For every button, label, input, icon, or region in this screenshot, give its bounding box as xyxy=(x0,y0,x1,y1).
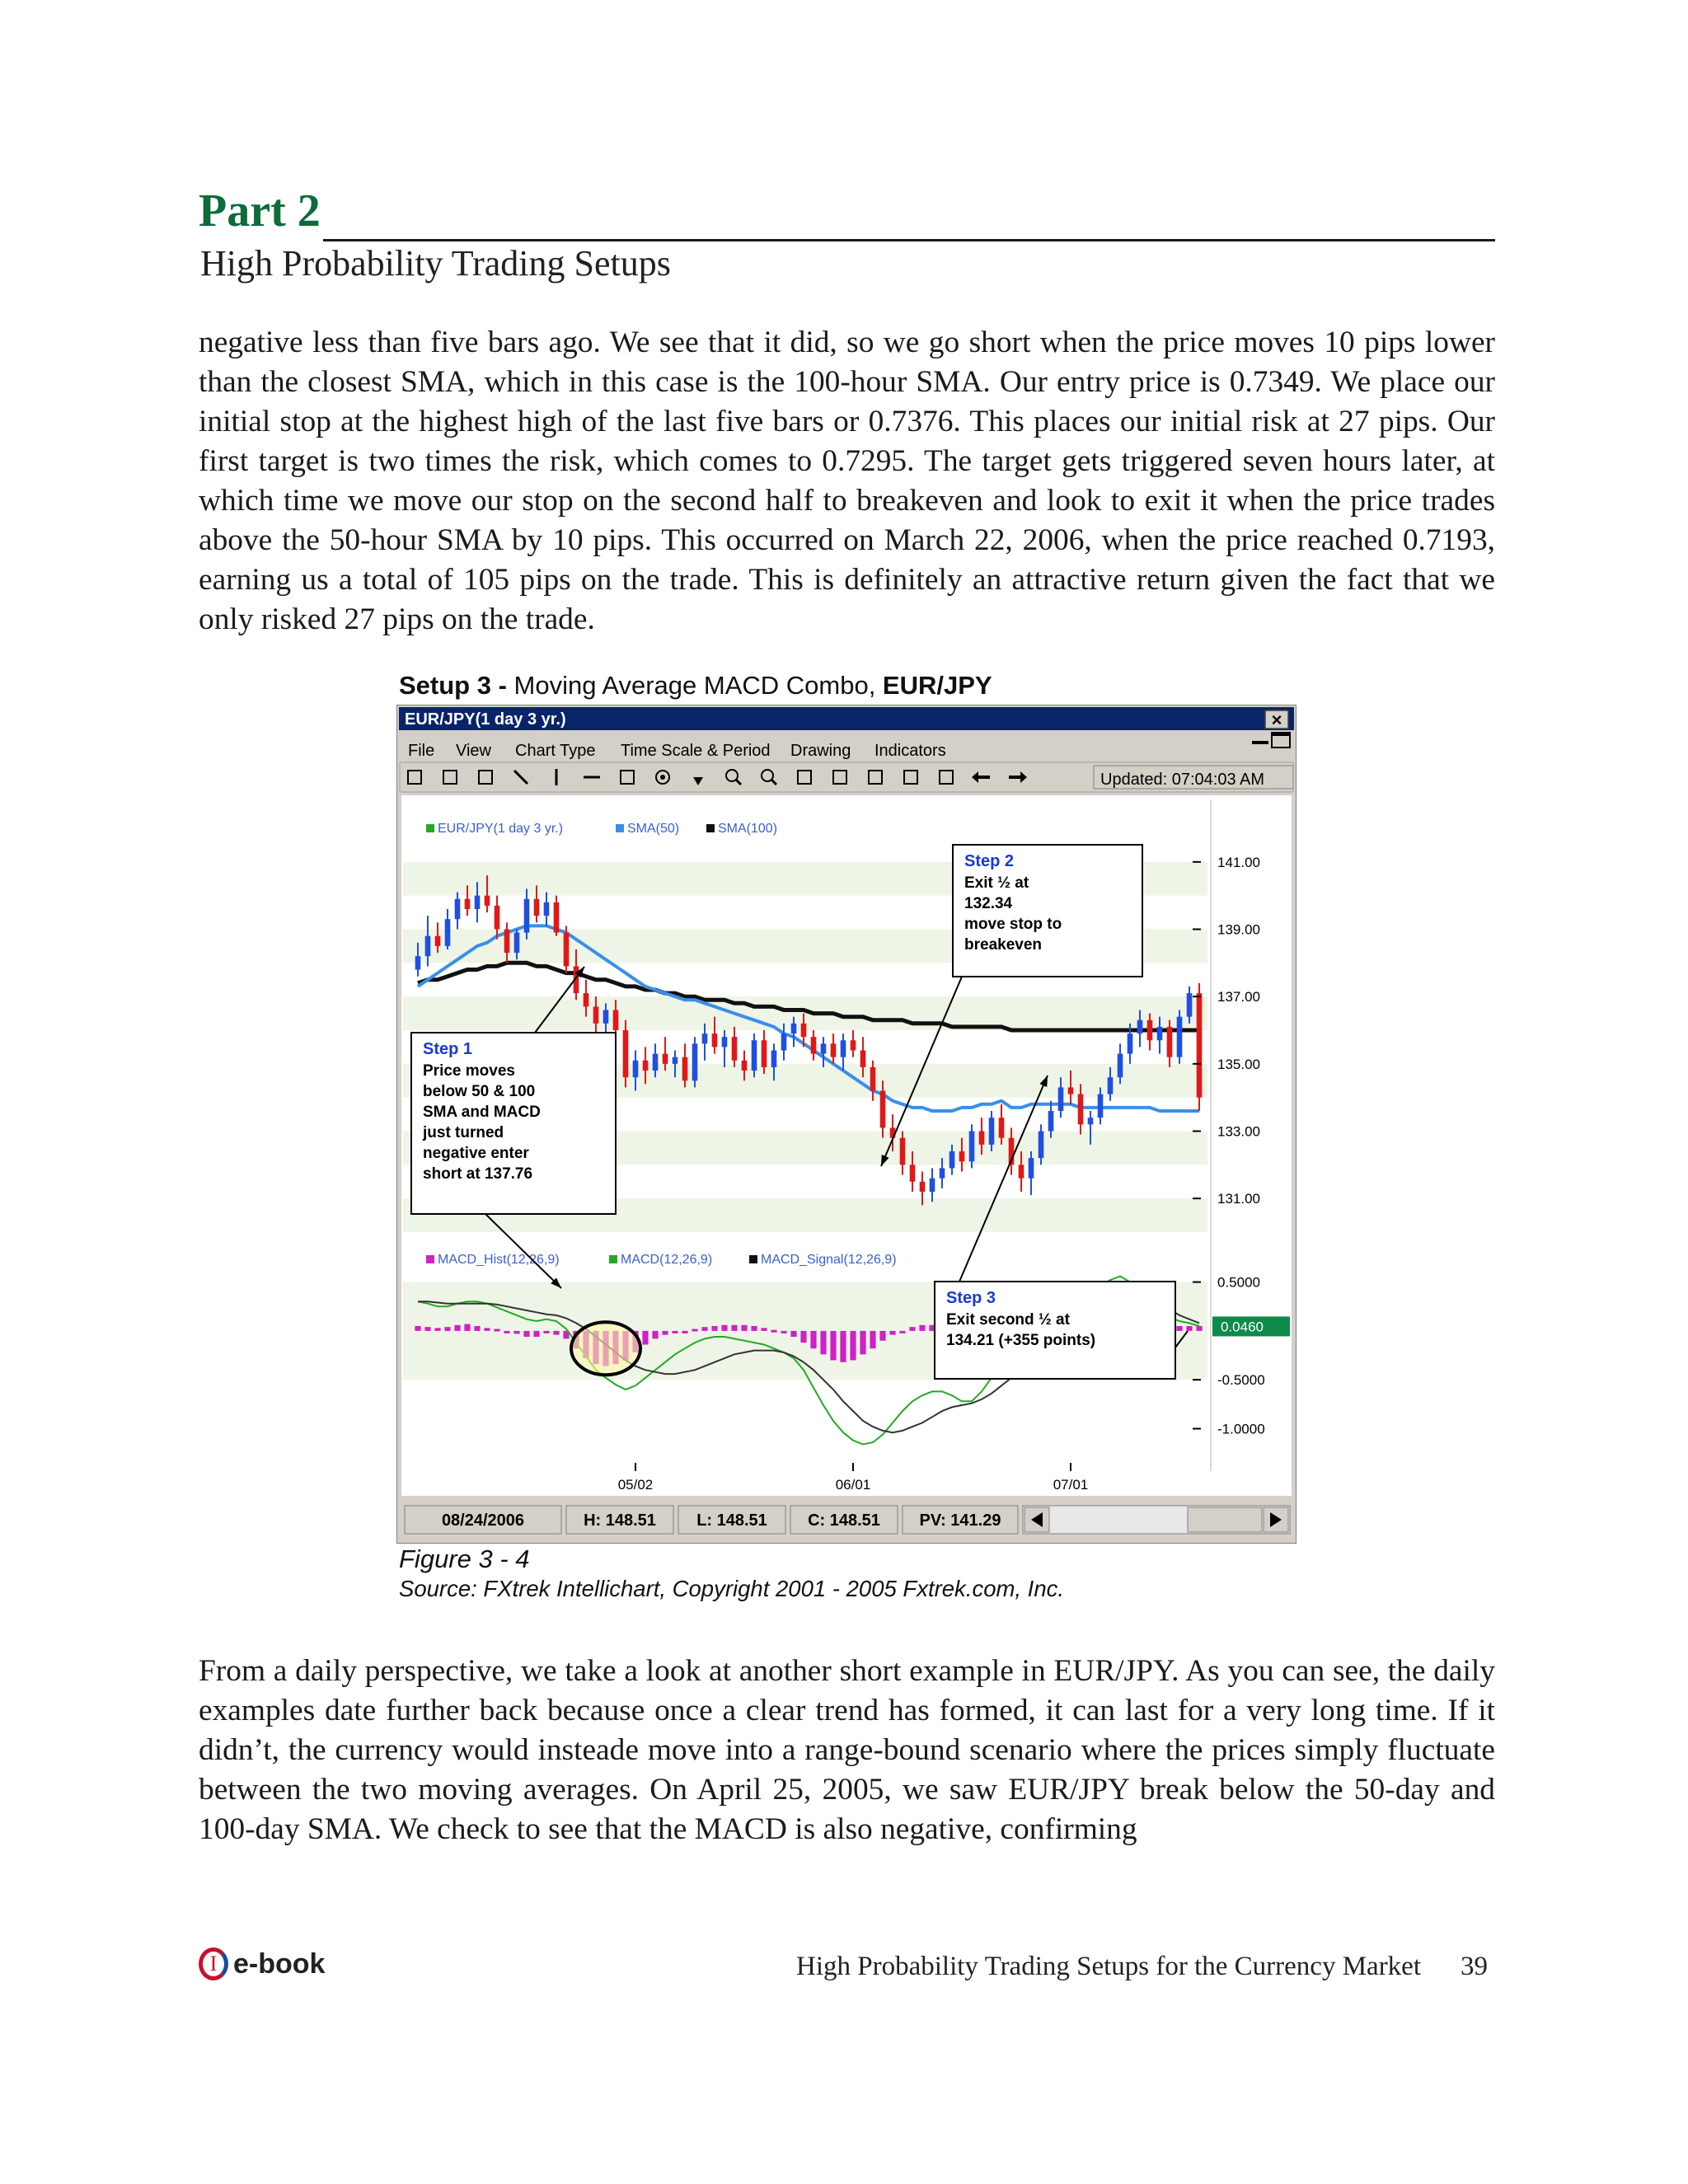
candle-body xyxy=(1187,993,1193,1017)
annotation-line: below 50 & 100 xyxy=(423,1083,536,1100)
macd-hist-bar xyxy=(444,1327,450,1331)
candle-body xyxy=(485,896,490,906)
menu-item-chart-type[interactable]: Chart Type xyxy=(515,742,596,760)
price-tick-label: 133.00 xyxy=(1217,1123,1260,1140)
icon-shape xyxy=(660,775,665,780)
macd-hist-bar xyxy=(761,1328,767,1331)
candle-body xyxy=(1039,1132,1044,1159)
macd-hist-bar xyxy=(513,1331,519,1334)
candle-body xyxy=(930,1179,935,1192)
annotation-step-3 xyxy=(935,1282,1175,1379)
candle-body xyxy=(1088,1118,1094,1124)
menu-item-view[interactable]: View xyxy=(456,742,491,760)
price-tick-label: 139.00 xyxy=(1217,921,1260,938)
macd-hist-bar xyxy=(415,1326,420,1331)
candle-body xyxy=(791,1024,797,1033)
footer-title: High Probability Trading Setups for the Currency Market xyxy=(796,1952,1422,1981)
macd-legend xyxy=(426,1253,897,1267)
legend-swatch xyxy=(609,1255,617,1263)
status-date: 08/24/2006 xyxy=(441,1511,525,1530)
macd-hist-bar xyxy=(731,1325,737,1331)
candle-body xyxy=(534,899,540,916)
candle-body xyxy=(633,1061,639,1077)
macd-hist-bar xyxy=(494,1329,499,1332)
caption-pair: EUR/JPY xyxy=(882,671,992,700)
candle-body xyxy=(1019,1165,1025,1178)
macd-hist-bar xyxy=(504,1331,509,1333)
candle-body xyxy=(504,930,510,954)
macd-hist-bar xyxy=(701,1327,707,1331)
status-low: L: 148.51 xyxy=(696,1511,767,1530)
scrollbar[interactable] xyxy=(1023,1506,1290,1534)
candle-body xyxy=(692,1043,698,1080)
window-title: EUR/JPY(1 day 3 yr.) xyxy=(405,710,566,729)
candle-body xyxy=(435,936,441,946)
candle-body xyxy=(950,1151,955,1168)
macd-hist-bar xyxy=(899,1331,905,1333)
macd-hist-bar xyxy=(879,1331,885,1341)
legend-swatch xyxy=(749,1255,757,1263)
candle-body xyxy=(554,902,560,933)
candle-body xyxy=(742,1061,748,1071)
logo-text: e-book xyxy=(233,1947,326,1980)
macd-hist-bar xyxy=(790,1331,796,1337)
grid-band xyxy=(403,1380,1207,1428)
candle-body xyxy=(1177,1017,1183,1057)
crossover-highlight xyxy=(571,1322,640,1375)
macd-hist-bar xyxy=(1186,1326,1192,1331)
menu-item-indicators[interactable]: Indicators xyxy=(874,742,946,760)
candle-body xyxy=(841,1040,846,1057)
annotation-line: breakeven xyxy=(964,936,1043,954)
macd-hist-bar xyxy=(751,1326,757,1331)
annotation-title: Step 3 xyxy=(946,1289,996,1307)
price-tick-label: 135.00 xyxy=(1217,1056,1260,1072)
candle-body xyxy=(1128,1033,1133,1054)
minimize-icon[interactable] xyxy=(1252,741,1268,744)
annotation-line: Price moves xyxy=(423,1062,515,1080)
macd-hist-bar xyxy=(800,1331,806,1343)
candle-body xyxy=(1137,1020,1143,1033)
body-paragraph-1: negative less than five bars ago. We see that it did, so we go short when the price moves 10 pips lower than the closest SMA, which in this case is the 100-hour SMA. Our entry price is 0.7349. We place our initial stop at the highest high of the last five bars or 0.7376. This places our initial risk at 27 pips. Our first target is two times the risk, which comes to 0.7295. The target gets triggered seven hours later, at which time we move our stop on the second half to breakeven and look to exit it when the price trades above the 50-hour SMA by 10 pips. This occurred on March 22, 2006, when the price reached 0.7193, earning us a total of 105 pips on the trade. This is definitely an attractive return given the fact that we only risked 27 pips on the trade. xyxy=(199,326,1495,636)
status-close: C: 148.51 xyxy=(808,1511,880,1530)
candle-body xyxy=(999,1118,1005,1138)
candle-body xyxy=(781,1033,787,1050)
candle-body xyxy=(880,1091,886,1128)
candle-body xyxy=(1048,1111,1054,1132)
candle-body xyxy=(831,1043,837,1057)
macd-hist-bar xyxy=(889,1331,895,1335)
close-button[interactable] xyxy=(1265,710,1288,730)
heading-rule xyxy=(323,239,1495,241)
macd-hist-bar xyxy=(434,1328,440,1331)
macd-hist-bar xyxy=(850,1331,856,1361)
candle-body xyxy=(584,993,589,1006)
caption-setup: Setup 3 - xyxy=(399,671,507,700)
macd-hist-bar xyxy=(652,1331,658,1338)
macd-hist-bar xyxy=(820,1331,826,1354)
legend-label: SMA(100) xyxy=(718,822,778,836)
updated-time: Updated: 07:04:03 AM xyxy=(1100,771,1265,789)
x-tick-label: 07/01 xyxy=(1053,1477,1089,1493)
legend-label: SMA(50) xyxy=(627,822,680,836)
candle-body xyxy=(495,906,500,930)
candle-body xyxy=(762,1040,767,1067)
candle-body xyxy=(1118,1054,1123,1078)
ebook-logo xyxy=(199,1945,325,1983)
candle-body xyxy=(623,1030,629,1077)
candle-body xyxy=(682,1057,688,1081)
macd-hist-bar xyxy=(840,1331,846,1362)
macd-hist-bar xyxy=(454,1325,460,1331)
candle-body xyxy=(465,899,471,909)
logo-mark: I xyxy=(199,1947,228,1980)
macd-hist-bar xyxy=(474,1326,480,1331)
annotation-line: 134.21 (+355 points) xyxy=(946,1332,1096,1349)
annotation-line: negative enter xyxy=(423,1145,529,1162)
candle-body xyxy=(910,1165,916,1181)
candle-body xyxy=(544,902,550,916)
x-tick-label: 05/02 xyxy=(617,1477,654,1493)
candle-body xyxy=(959,1151,965,1161)
annotation-title: Step 1 xyxy=(423,1040,473,1058)
macd-hist-bar xyxy=(1176,1326,1182,1331)
annotation-step-1 xyxy=(411,1033,616,1214)
macd-hist-bar xyxy=(721,1325,727,1331)
candle-body xyxy=(801,1024,807,1037)
macd-hist-bar xyxy=(543,1331,549,1333)
price-tick-label: 137.00 xyxy=(1217,989,1260,1005)
macd-hist-bar xyxy=(741,1325,747,1331)
candle-body xyxy=(1098,1094,1104,1118)
close-icon: × xyxy=(1271,710,1282,730)
macd-hist-bar xyxy=(464,1324,470,1331)
menu-item-time-scale-period[interactable]: Time Scale & Period xyxy=(621,742,771,760)
legend-swatch xyxy=(616,824,624,832)
macd-hist-bar xyxy=(424,1327,430,1331)
candle-body xyxy=(613,1010,619,1031)
candle-body xyxy=(722,1037,728,1047)
candle-body xyxy=(1197,993,1203,1098)
candle-body xyxy=(593,1006,599,1023)
page-number: 39 xyxy=(1461,1952,1488,1981)
legend-label: MACD_Hist(12,26,9) xyxy=(438,1253,560,1267)
candle-body xyxy=(900,1138,906,1165)
candle-body xyxy=(663,1054,668,1064)
scroll-thumb[interactable] xyxy=(1188,1507,1262,1532)
macd-hist-bar xyxy=(771,1330,776,1333)
candle-body xyxy=(1078,1094,1084,1125)
macd-current-value: 0.0460 xyxy=(1221,1319,1264,1335)
legend-label: MACD(12,26,9) xyxy=(621,1253,713,1267)
macd-hist-bar xyxy=(672,1331,678,1333)
macd-hist-bar xyxy=(484,1328,490,1331)
candle-body xyxy=(979,1132,985,1145)
macd-hist-bar xyxy=(692,1329,697,1332)
macd-hist-bar xyxy=(533,1331,539,1337)
candle-body xyxy=(1058,1087,1064,1111)
macd-hist-bar xyxy=(810,1331,816,1348)
candle-body xyxy=(514,933,520,954)
candle-body xyxy=(425,936,431,957)
part-heading: Part 2 xyxy=(199,185,321,237)
macd-hist-bar xyxy=(909,1327,915,1331)
candle-body xyxy=(455,899,461,920)
figure-source: Source: FXtrek Intellichart, Copyright 2001 - 2005 Fxtrek.com, Inc. xyxy=(399,1576,1065,1601)
annotation-line: move stop to xyxy=(964,916,1062,933)
annotation-box xyxy=(411,1033,616,1214)
caption-title: Moving Average MACD Combo, xyxy=(506,671,883,700)
macd-hist-bar xyxy=(523,1331,529,1337)
candle-body xyxy=(653,1054,659,1071)
candle-body xyxy=(1167,1027,1173,1057)
legend-swatch xyxy=(426,824,434,832)
candle-body xyxy=(475,896,481,909)
candle-body xyxy=(969,1132,975,1162)
macd-tick-label: -0.5000 xyxy=(1217,1372,1265,1389)
chart-window xyxy=(396,705,1296,1544)
annotation-step-2 xyxy=(953,845,1142,977)
macd-hist-bar xyxy=(860,1331,865,1354)
macd-hist-bar xyxy=(919,1325,925,1331)
x-tick-label: 06/01 xyxy=(835,1477,871,1493)
candle-body xyxy=(851,1040,856,1050)
macd-hist-bar xyxy=(830,1331,836,1361)
candle-body xyxy=(603,1010,609,1024)
legend-swatch xyxy=(706,824,715,832)
legend-label: MACD_Signal(12,26,9) xyxy=(761,1253,897,1267)
annotation-line: Exit second ½ at xyxy=(946,1311,1070,1329)
candle-body xyxy=(524,899,530,933)
figure-label: Figure 3 - 4 xyxy=(399,1544,530,1573)
annotation-line: SMA and MACD xyxy=(423,1104,541,1121)
candle-body xyxy=(702,1033,708,1043)
macd-tick-label: 0.5000 xyxy=(1217,1274,1260,1291)
figure-caption xyxy=(399,671,992,701)
macd-hist-bar xyxy=(1196,1326,1202,1331)
candle-body xyxy=(564,933,570,967)
candle-body xyxy=(673,1057,678,1064)
annotation-line: Exit ½ at xyxy=(964,874,1029,892)
body-paragraph-2: From a daily perspective, we take a look at another short example in EUR/JPY. As you can see, the daily examples date further back because once a clear trend has formed, it can last for a very long time. If it didn’t, the currency would insteade move into a range-bound scenario where the prices simply fluctuate between the two moving averages. On April 25, 2005, we saw EUR/JPY break below the 50-day and 100-day SMA. We check to see that the MACD is also negative, confirming xyxy=(199,1654,1495,1846)
macd-hist-bar xyxy=(781,1331,786,1333)
menu-item-drawing[interactable]: Drawing xyxy=(790,742,851,760)
candle-body xyxy=(940,1168,945,1178)
menu-item-file[interactable]: File xyxy=(408,742,435,760)
candle-body xyxy=(771,1051,777,1067)
candle-body xyxy=(821,1043,827,1053)
candle-body xyxy=(860,1051,866,1067)
candle-body xyxy=(1029,1158,1034,1179)
candle-body xyxy=(415,956,421,969)
candle-body xyxy=(920,1182,926,1192)
candle-body xyxy=(752,1040,757,1071)
candle-body xyxy=(1108,1077,1114,1094)
legend-label: EUR/JPY(1 day 3 yr.) xyxy=(438,822,564,836)
status-high: H: 148.51 xyxy=(584,1511,656,1530)
macd-hist-bar xyxy=(553,1331,559,1335)
status-bar xyxy=(400,1498,1293,1541)
macd-hist-bar xyxy=(682,1331,687,1333)
candle-body xyxy=(643,1061,649,1071)
price-tick-label: 141.00 xyxy=(1217,854,1260,870)
price-tick-label: 131.00 xyxy=(1217,1191,1260,1207)
candle-body xyxy=(445,919,451,946)
candle-body xyxy=(712,1033,718,1047)
candle-body xyxy=(732,1037,738,1061)
annotation-line: short at 137.76 xyxy=(423,1165,533,1183)
annotation-line: just turned xyxy=(423,1124,504,1141)
part-subtitle: High Probability Trading Setups xyxy=(200,243,671,284)
macd-hist-bar xyxy=(870,1331,875,1348)
candle-body xyxy=(870,1067,876,1091)
macd-hist-bar xyxy=(642,1331,648,1345)
macd-hist-bar xyxy=(662,1331,668,1335)
legend-swatch xyxy=(426,1255,434,1263)
annotation-title: Step 2 xyxy=(964,852,1015,870)
candle-body xyxy=(1147,1020,1153,1041)
macd-tick-label: -1.0000 xyxy=(1217,1421,1265,1437)
candle-body xyxy=(1157,1027,1163,1040)
candle-body xyxy=(989,1118,995,1145)
status-pv: PV: 141.29 xyxy=(919,1511,1001,1530)
macd-hist-bar xyxy=(711,1326,717,1331)
annotation-line: 132.34 xyxy=(964,895,1013,912)
candle-body xyxy=(811,1037,817,1053)
candle-body xyxy=(1068,1087,1074,1094)
